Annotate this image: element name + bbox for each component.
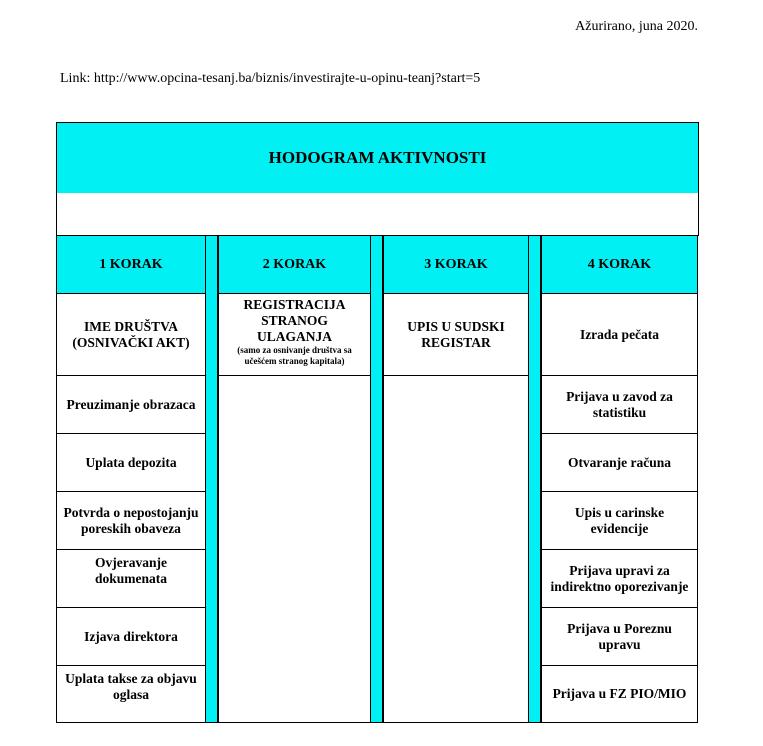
step2-registration-title: REGISTRACIJA STRANOG ULAGANJA bbox=[243, 297, 346, 344]
table-title: HODOGRAM AKTIVNOSTI bbox=[56, 122, 699, 194]
column-separator bbox=[370, 235, 383, 723]
column-separator bbox=[205, 235, 218, 723]
step1-company-name bbox=[56, 293, 206, 376]
step4-item: Prijava u FZ PIO/MIO bbox=[541, 665, 698, 723]
header-step-4: 4 KORAK bbox=[541, 235, 698, 294]
step1-item: Uplata takse za objavu oglasa bbox=[56, 665, 206, 723]
updated-date: Ažurirano, juna 2020. bbox=[575, 19, 698, 34]
step1-company-name-title: IME DRUŠTVA bbox=[84, 318, 178, 334]
step1-item: Izjava direktora bbox=[56, 607, 206, 666]
blank-row bbox=[56, 193, 699, 236]
step4-item: Izrada pečata bbox=[541, 293, 698, 376]
header-step-1: 1 KORAK bbox=[56, 235, 206, 294]
header-step-3: 3 KORAK bbox=[383, 235, 529, 294]
step2-empty bbox=[218, 375, 371, 723]
step2-registration-note: (samo za osnivanje društva sa učešćem stranog kapitala) bbox=[237, 345, 352, 366]
step4-item: Prijava upravi za indirektno oporezivanje bbox=[541, 549, 698, 608]
header-step-2: 2 KORAK bbox=[218, 235, 371, 294]
step3-court-register: UPIS U SUDSKI REGISTAR bbox=[383, 293, 529, 376]
step1-company-name-subtitle: (OSNIVAČKI AKT) bbox=[72, 334, 190, 350]
step1-item: Potvrda o nepostojanju poreskih obaveza bbox=[56, 491, 206, 550]
step4-item: Upis u carinske evidencije bbox=[541, 491, 698, 550]
column-separator bbox=[528, 235, 541, 723]
step4-item: Prijava u Poreznu upravu bbox=[541, 607, 698, 666]
step3-empty bbox=[383, 375, 529, 723]
step1-item: Ovjeravanje dokumenata bbox=[56, 549, 206, 608]
source-link[interactable]: Link: http://www.opcina-tesanj.ba/biznis/investirajte-u-opinu-teanj?start=5 bbox=[60, 71, 481, 86]
step4-item: Prijava u zavod za statistiku bbox=[541, 375, 698, 434]
step1-item: Uplata depozita bbox=[56, 433, 206, 492]
step2-registration bbox=[218, 293, 371, 376]
step1-item: Preuzimanje obrazaca bbox=[56, 375, 206, 434]
step4-item: Otvaranje računa bbox=[541, 433, 698, 492]
